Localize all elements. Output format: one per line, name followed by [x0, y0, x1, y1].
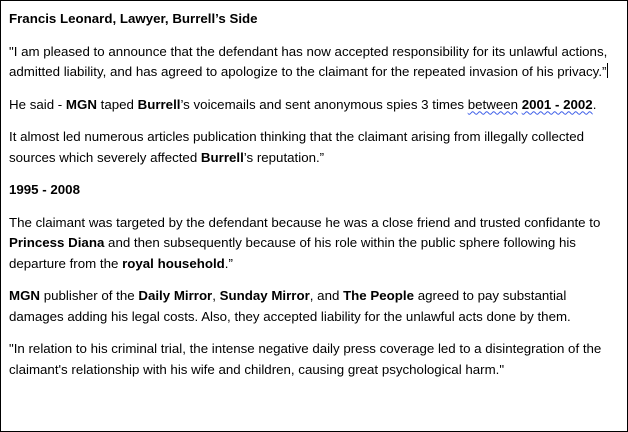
text-run: He said - [9, 96, 66, 112]
publisher-paragraph [9, 286, 621, 327]
spellcheck-flagged-years[interactable]: 2001 - 2002 [521, 96, 593, 112]
text-run: . [592, 96, 597, 112]
text-run: , [212, 288, 220, 303]
text-run: publisher of the [40, 288, 139, 303]
bold-run: MGN [9, 288, 41, 303]
years-heading: 1995 - 2008 [9, 182, 80, 197]
bold-run: Daily Mirror [138, 288, 213, 303]
text-run: The claimant was targeted by the defendant because he was a close friend and trusted confidante to [9, 214, 601, 230]
spellcheck-flagged-word[interactable]: between [467, 96, 519, 112]
trial-paragraph: "In relation to his criminal trial, the intense negative daily press coverage led to a disintegration of the claimant's relationship with his wife and children, causing great psychological harm." [9, 341, 602, 377]
reputation-paragraph [9, 127, 621, 168]
quote-text: "I am pleased to announce that the defendant has now accepted responsibility for its unlawful actions, admitted liability, and has agreed to apologize to the claimant for the repeated invasion of his privacy.” [9, 43, 608, 79]
text-run: , and [309, 288, 344, 303]
text-run: and then subsequently because of his role within the public sphere following his departure from the [9, 235, 576, 271]
bold-run: Sunday Mirror [219, 288, 310, 303]
text-run: taped [96, 96, 138, 112]
document-body[interactable] [9, 9, 621, 392]
bold-run: Burrell [137, 96, 181, 112]
bold-run: Princess Diana [9, 235, 105, 250]
text-run: ’s voicemails and sent anonymous spies 3 times [180, 96, 468, 112]
bold-run: royal household [122, 255, 225, 271]
targeted-paragraph [9, 213, 621, 275]
text-run: ’s reputation.” [243, 149, 325, 165]
text-cursor [607, 63, 608, 78]
bold-run: MGN [65, 96, 97, 112]
text-run: It almost led numerous articles publication thinking that the claimant arising from illegally collected sources which severely affected [9, 129, 584, 165]
statement-paragraph [9, 95, 621, 116]
bold-run: The People [343, 288, 414, 303]
text-run: agreed to pay substantial damages adding his legal costs. Also, they accepted liability for the unlawful acts done by them. [9, 288, 571, 324]
bold-run: Burrell [200, 149, 244, 165]
quote-paragraph [9, 42, 621, 83]
document-heading: Francis Leonard, Lawyer, Burrell’s Side [9, 11, 258, 26]
text-run: .” [224, 255, 233, 271]
